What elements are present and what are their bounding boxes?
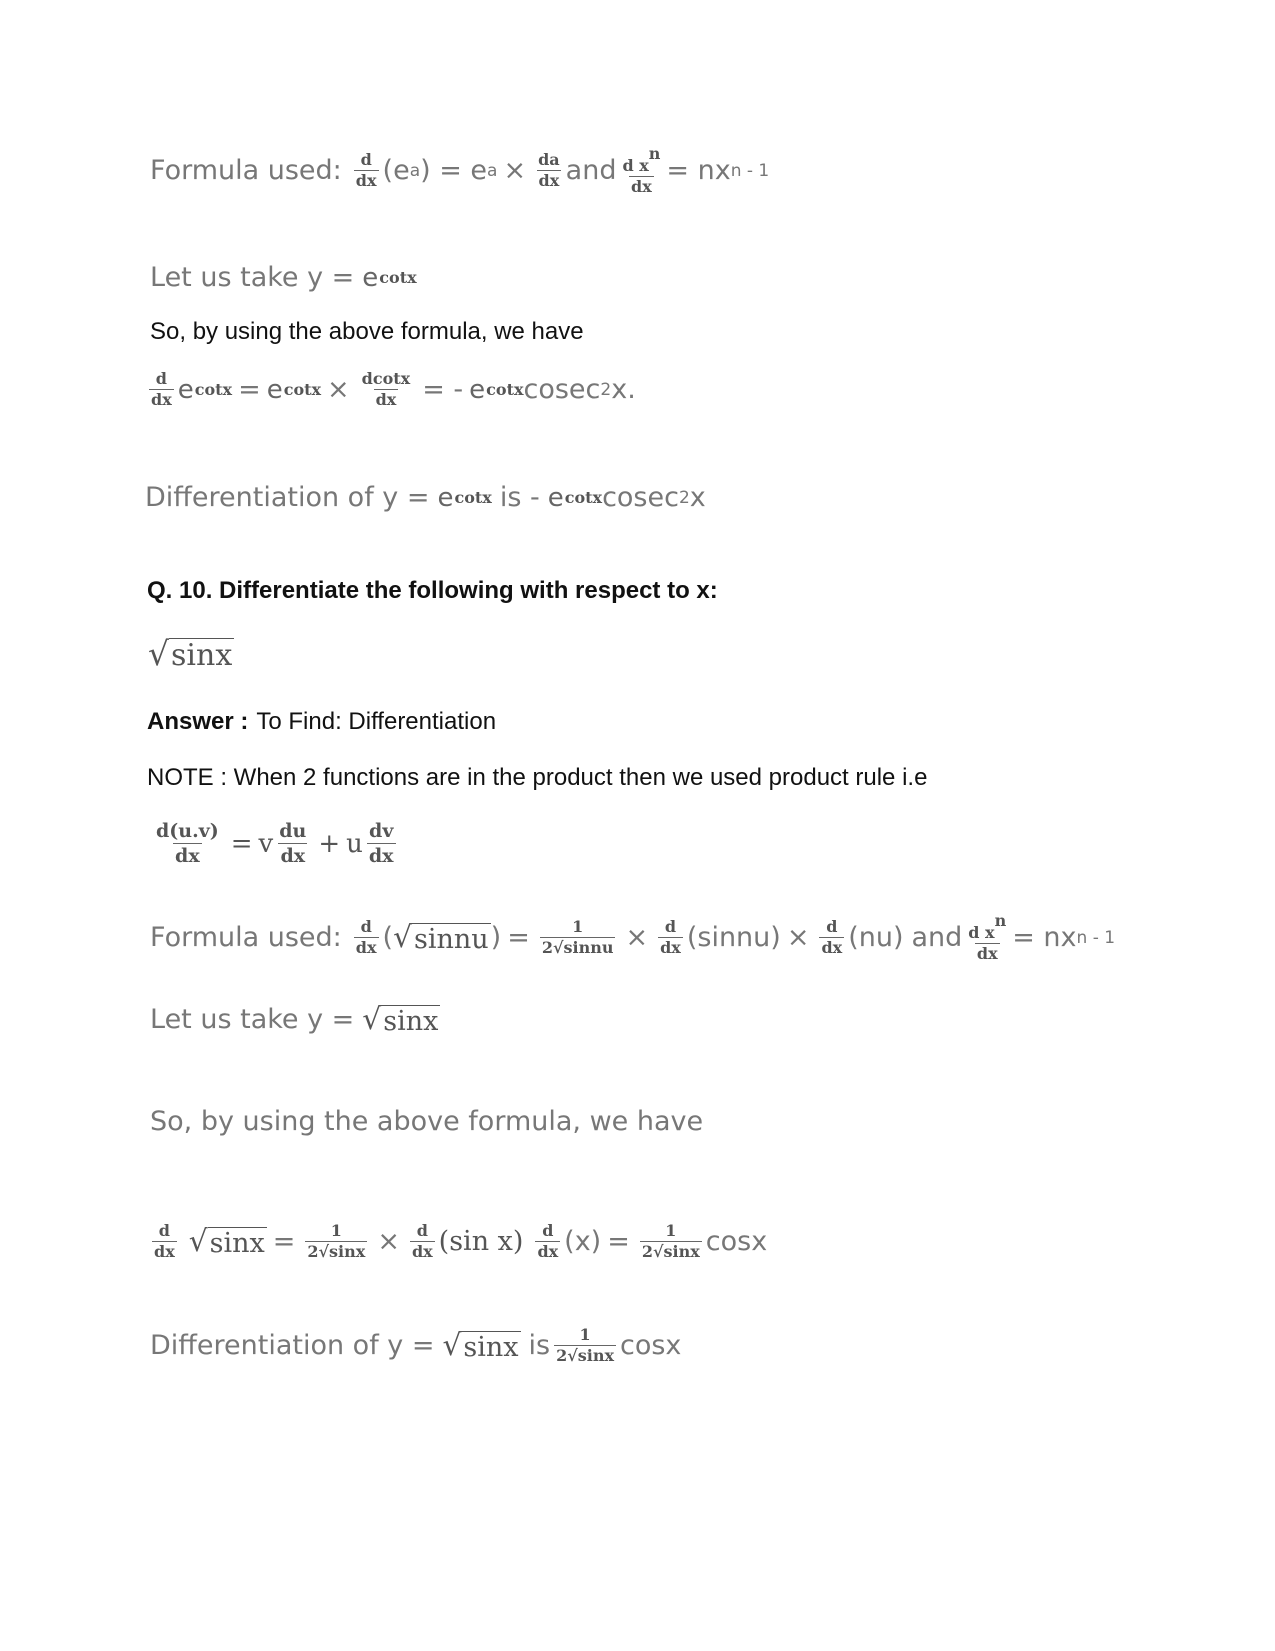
so-by-using-line-2: So, by using the above formula, we have	[150, 1106, 704, 1137]
let-us-take-line-2: Let us take y = √ sinx	[150, 1002, 439, 1037]
formula-line-2: Formula used: $\frac{d}{dx}$ ( √ sinnu ) = $\frac{1}{\text{2√sinnu}}$ × $\frac{d}{dx}$ (sinnu) × $\frac{d}{dx}$ (nu) and $\frac{\text{d xn}}{dx}$ = nx n - 1	[150, 911, 1116, 963]
answer-line: Answer : To Find: Differentiation	[147, 708, 497, 735]
calculation-line-2: $\frac{d}{dx}$ √ sinx = $\frac{1}{2√\sin x}$ × $\frac{d}{dx}$ (sin x) $\frac{d}{dx}$ (x) = $\frac{1}{2√\sin x}$ cosx	[154, 1221, 768, 1261]
let-us-take-line-1: Let us take y = e cotx	[150, 262, 417, 293]
formula-line-1: Formula used: $\frac{d}{dx}$ (e a ) = e a × $\frac{da}{dx}$ and $\frac{\text{d xn}}{dx}$ = nx n - 1	[150, 144, 770, 196]
final-result-line: Differentiation of y = √ sinx is $\frac{1}{2√\sin x}$ cosx	[150, 1325, 682, 1365]
da-dx-fraction: $\frac{da}{dx}$	[538, 150, 560, 190]
calculation-line-1: $\frac{d}{dx}$ e cotx = e cotx × $\frac{dcotx}{dx}$ = - e cotx cosec 2 x.	[151, 369, 636, 409]
question-expression: √ sinx	[148, 634, 233, 673]
d-dx-fraction: $\frac{d}{dx}$	[355, 150, 377, 190]
question-heading: Q. 10. Differentiate the following with respect to x:	[147, 577, 718, 604]
product-rule: $\frac{d(u.v)}{dx}$ = v $\frac{du}{dx}$ + u $\frac{dv}{dx}$	[156, 820, 394, 867]
dxn-dx-fraction: $\frac{\text{d xn}}{dx}$	[622, 144, 661, 196]
formula-label: Formula used:	[150, 155, 342, 186]
note-line: NOTE : When 2 functions are in the product then we used product rule i.e	[147, 764, 928, 791]
so-by-using-line-1: So, by using the above formula, we have	[150, 318, 584, 345]
result-line-1: Differentiation of y = e cotx is - e cotx cosec 2 x	[145, 482, 706, 513]
